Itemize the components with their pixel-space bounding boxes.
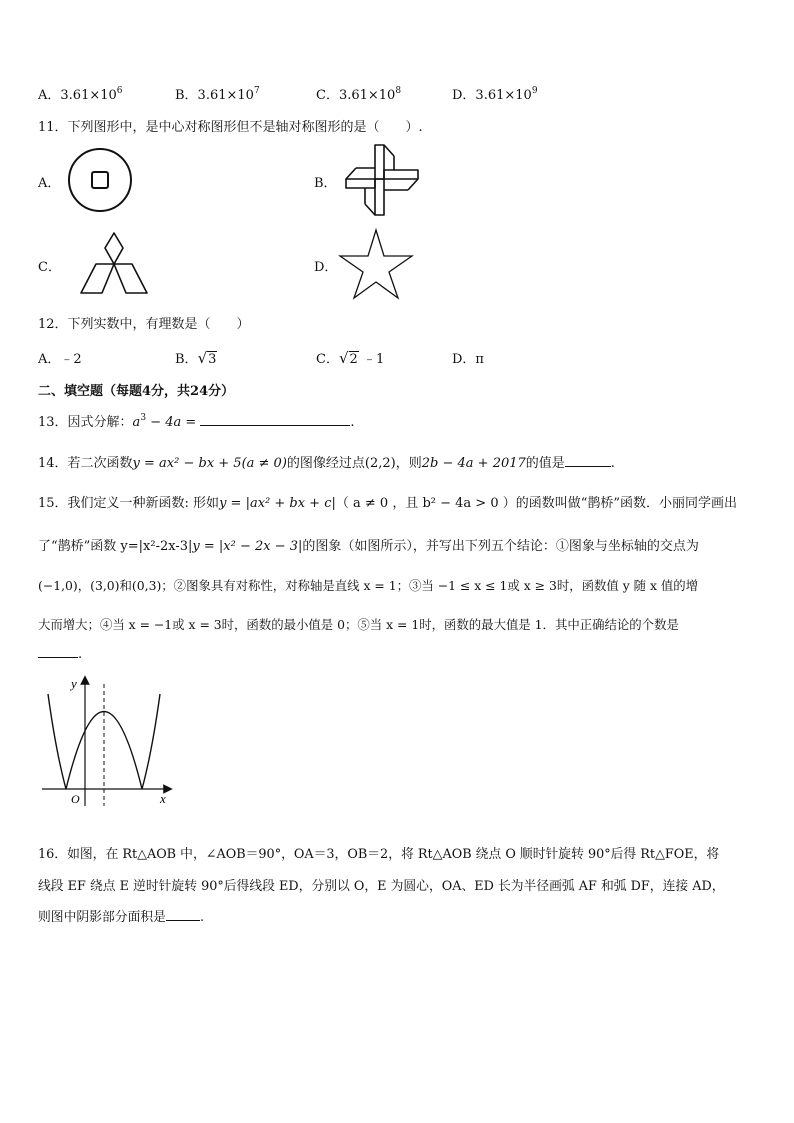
q10-option-d-exp: 9 — [531, 86, 538, 96]
q10-option-d — [452, 84, 538, 103]
pinwheel-blade-right — [384, 170, 418, 179]
q15-line1-function: y = |ax² + bx + c| — [219, 496, 336, 511]
q13-exponent: 3 — [140, 413, 147, 423]
q12-stem: 12．下列实数中，有理数是（ ） — [38, 317, 250, 332]
q16-line3-text: 则图中阴影部分面积是 — [38, 910, 166, 925]
coin-square-hole — [92, 172, 108, 188]
q13-expr: − 4a = — [150, 415, 197, 430]
pinwheel-edge-5 — [365, 204, 375, 215]
diamond-top — [105, 233, 123, 264]
q15-line1-condition: （ a ≠ 0 ，且 b² − 4a > 0 ）的函数叫做“鹊桥”函数．小丽同学画出 — [335, 496, 738, 511]
q14-point: (2,2) — [364, 456, 396, 471]
y-axis-label: y — [71, 676, 77, 691]
q16-line-3 — [38, 906, 204, 925]
q15-period: . — [78, 647, 83, 662]
q14: 14．若二次函数y = ax² − bx + 5(a ≠ 0)的图像经过点(2,2)，则2b − 4a + 2017的值是 . — [38, 456, 615, 471]
star-figure — [338, 228, 414, 300]
q10-option-c-text: C．3.61×10 — [316, 88, 396, 103]
q10-option-a — [38, 84, 123, 103]
curve-left-branch — [48, 694, 66, 789]
sqrt-sign: √ — [338, 349, 349, 367]
q12-option-b — [175, 348, 217, 367]
q12-option-b-radicand: 3 — [208, 352, 217, 367]
q15-answer-blank[interactable] — [38, 645, 78, 658]
pinwheel-blade-left — [346, 179, 375, 188]
q14-answer-blank[interactable] — [565, 454, 611, 467]
q10-option-c-exp: 8 — [395, 86, 402, 96]
sqrt-sign: √ — [197, 349, 208, 367]
q15-line-1 — [38, 492, 737, 511]
q14-pre: 14．若二次函数 — [38, 456, 133, 471]
q11-label-a: A． — [38, 176, 61, 191]
q12-option-c-tail: ﹣1 — [362, 352, 385, 367]
q12-option-c — [316, 348, 384, 367]
q14-mid: 的图像经过点 — [286, 456, 365, 471]
q10-option-d-text: D．3.61×10 — [452, 88, 532, 103]
q11-label-c: C． — [38, 260, 61, 275]
pinwheel-edge-1 — [384, 145, 394, 156]
q10-option-a-exp: 6 — [116, 86, 123, 96]
x-axis-label: x — [160, 791, 166, 806]
origin-label: O — [71, 792, 80, 806]
q15-line-4: 大而增大；④当 x = −1或 x = 3时，函数的最小值是 0；⑤当 x = 1时，函数的最大值是 1．其中正确结论的个数是 — [38, 617, 679, 632]
q12-option-c-label: C． — [316, 352, 339, 367]
q15-line2-function: y = |x² − 2x − 3| — [192, 539, 303, 554]
q14-post: 的值是 — [525, 456, 565, 471]
q14-function: y = ax² − bx + 5(a ≠ 0) — [132, 456, 287, 471]
q10-option-a-text: A．3.61×10 — [38, 88, 117, 103]
q15-line-2 — [38, 535, 699, 554]
pinwheel-edge-7 — [346, 168, 356, 179]
q11-stem: 11．下列图形中，是中心对称图形但不是轴对称图形的是（ ）. — [38, 120, 423, 135]
pinwheel-figure — [342, 142, 422, 218]
q10-option-b-exp: 7 — [253, 86, 260, 96]
pinwheel-edge-3 — [408, 179, 418, 190]
q16-period: . — [199, 910, 205, 925]
q11-label-d: D． — [314, 260, 338, 275]
q15-line-3: (−1,0)，(3,0)和(0,3)；②图象具有对称性，对称轴是直线 x = 1；③当 −1 ≤ x ≤ 1或 x ≥ 3时，函数值 y 随 x 值的增 — [38, 578, 699, 593]
q13-answer-blank[interactable] — [200, 413, 350, 426]
q15-line1-pre: 15．我们定义一种新函数: 形如 — [38, 496, 220, 511]
q16-line-2: 线段 EF 绕点 E 逆时针旋转 90°后得线段 ED，分别以 O，E 为圆心，OA、ED 长为半径画弧 AF 和弧 DF，连接 AD， — [38, 879, 725, 894]
q14-mid2: ，则 — [395, 456, 422, 471]
coin-figure — [66, 146, 134, 214]
q13-stem: 13．因式分解： — [38, 415, 133, 430]
q15-line-5 — [38, 645, 82, 662]
q15-line2-post: 的图象（如图所示），并写出下列五个结论：①图象与坐标轴的交点为 — [302, 539, 699, 554]
q15-graph — [38, 672, 178, 812]
q12-option-c-radicand: 2 — [349, 352, 358, 367]
q15-line2-pre: 了“鹊桥”函数 y=|x²-2x-3| — [38, 539, 193, 554]
three-diamond-figure — [76, 230, 152, 298]
pinwheel-blade-bottom — [375, 179, 384, 215]
q13-var-a: a — [132, 415, 141, 430]
q16-line-1: 16．如图，在 Rt△AOB 中，∠AOB＝90°，OA＝3，OB＝2，将 Rt△AOB 绕点 O 顺时针旋转 90°后得 Rt△FOE，将 — [38, 847, 720, 862]
q10-option-c — [316, 84, 401, 103]
q12-option-b-label: B． — [175, 352, 198, 367]
diamond-right — [114, 264, 147, 293]
curve-right-branch — [142, 694, 160, 789]
q14-expression: 2b − 4a + 2017 — [421, 456, 526, 471]
q12-option-d: D．π — [452, 352, 484, 367]
q13: 13．因式分解：$a^3 - 4a$ = . — [38, 413, 355, 430]
q12-option-a: A．﹣2 — [38, 352, 82, 367]
q10-option-b-text: B．3.61×10 — [175, 88, 254, 103]
pinwheel-blade-top — [375, 145, 384, 179]
section-heading: 二、填空题（每题4分，共24分） — [38, 384, 235, 399]
q16-answer-blank[interactable] — [166, 908, 200, 921]
diamond-left — [81, 264, 114, 293]
q11-label-b: B． — [314, 176, 337, 191]
q10-option-b — [175, 84, 260, 103]
coin-outer-circle — [69, 149, 131, 211]
five-point-star — [340, 230, 412, 298]
